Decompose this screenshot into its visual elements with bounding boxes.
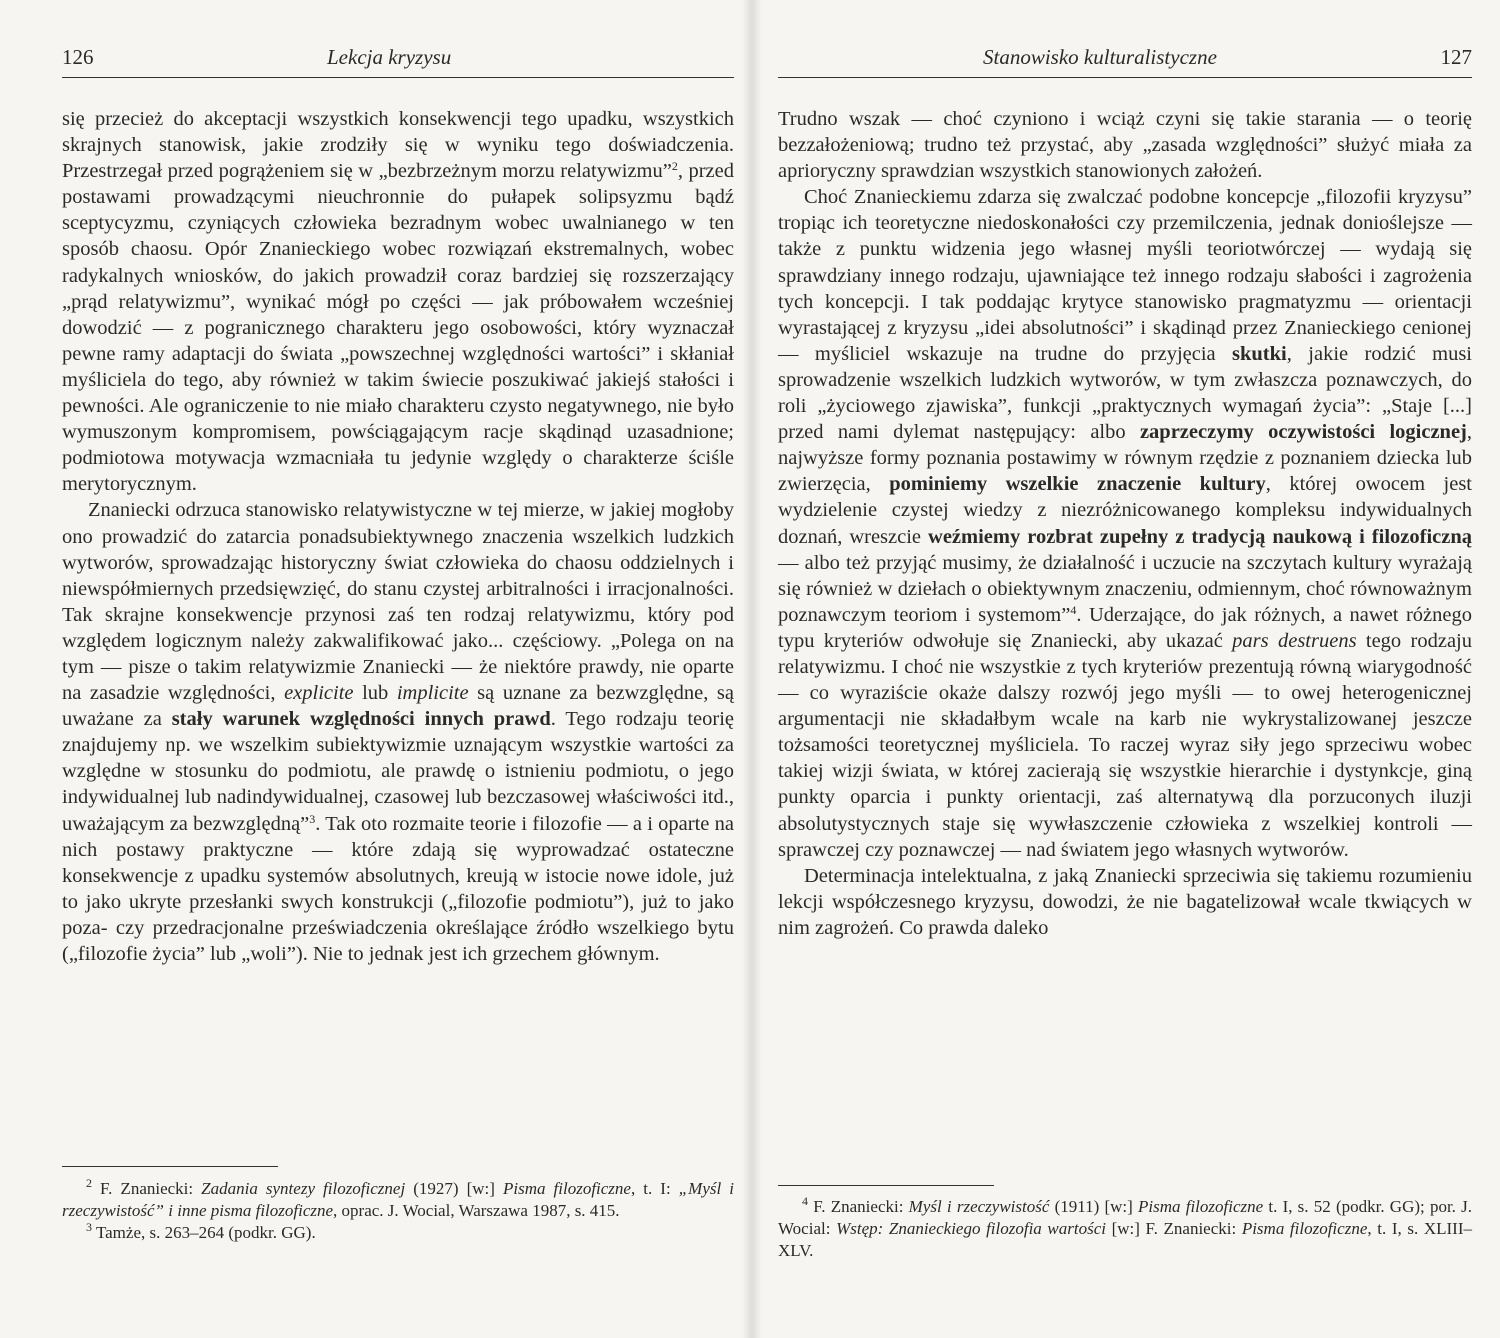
text-run: , t. I: [630, 1179, 679, 1198]
page-header [62, 42, 734, 72]
page-number: 126 [62, 45, 94, 69]
text-run: t. I, s. 52 (podkr. GG); por. J. Wocial: [778, 1197, 1472, 1238]
italic-text: Pisma filozoficzne [1138, 1197, 1264, 1216]
text-run: (1927) [w:] [405, 1179, 503, 1198]
footnotes [62, 1178, 734, 1244]
text-run: Znaniecki odrzuca stanowisko relatywistyczne w tej mierze, w jakiej mogłoby ono prowadzić do zatarcia ponadsubiektywnego znaczenia wszelkich ludzkich wytworów, sprowadzając historyczny świat człowieka do chaosu oddzielnych i niewspółmiernych przedsięwzięć, do stanu czystej arbitralności i irracjonalności. Tak skrajne konsekwencje przynosi zaś ten rodzaj relatywizmu, który pod względem logicznym należy zakwalifikować jako... częściowy. „Polega on na tym — pisze o takim relatywizmie Znaniecki — że niektóre prawdy, nie oparte na zasadzie względności, [62, 499, 734, 705]
text-run: się przecież do akceptacji wszystkich konsekwencji tego upadku, wszystkich skrajnych stanowisk, jakie zrodziły się w wyniku tego doświadczenia. Przestrzegał przed pogrążeniem się w „bezbrzeżnym morzu relatywizmu” [62, 108, 734, 183]
italic-text: Zadania syntezy filozoficznej [201, 1179, 406, 1198]
right-page [752, 0, 1500, 1338]
text-run: [w:] F. Znaniecki: [1106, 1219, 1242, 1238]
text-run: , której owocem jest wydzielenie czystej wiedzy z niezróżnicowanego kompleksu indywidualnych doznań, wreszcie [778, 473, 1473, 548]
footnotes [778, 1196, 1472, 1262]
book-gutter [742, 0, 762, 1338]
bold-text: stały warunek względności innych prawd [171, 708, 551, 731]
italic-text: Wstęp: Znanieckiego filozofia wartości [836, 1219, 1106, 1238]
body-text [62, 106, 734, 967]
footnote-ref: 2 [671, 159, 678, 174]
footnote-ref: 3 [309, 811, 316, 826]
italic-text: implicite [396, 682, 469, 705]
bold-text: zaprzeczymy oczywistości logicznej [1139, 421, 1467, 444]
italic-text: Myśl i rzeczywistość [908, 1197, 1050, 1216]
text-run: . Tego rodzaju teorię znajdujemy np. we wszelkim subiektywizmie uznającym wszystkie wartości za względne w stosunku do podmiotu, ale prawdę o istnieniu podmiotu, o jego indywidualnej lub nadindywidualnej, czasowej lub bezczasowej właściwości itd., uważającym za bezwzględną” [62, 708, 734, 835]
italic-text: Pisma filozoficzne [502, 1179, 631, 1198]
text-run: — albo też przyjąć musimy, że działalność i uczucie na szczytach kultury wyrażają się również w dziełach o obiektywnym znaczeniu, odmiennym, choć równoważnym poznawczym teoriom i systemom” [778, 551, 1472, 626]
bold-text: pominiemy wszelkie znaczenie kultury [889, 473, 1266, 496]
text-run: , jakie rodzić musi sprowadzenie wszelkich ludzkich wytworów, w tym zwłaszcza poznawczych, do roli „życiowego zjawiska”, funkcji „praktycznych wymagań życia”: „Staje [...] przed nami dylemat następujący: albo [778, 342, 1472, 444]
footnote-ref: 4 [802, 1194, 808, 1208]
footnote [62, 1222, 734, 1244]
text-run: F. Znaniecki: [92, 1179, 202, 1198]
running-title: Stanowisko kulturalistyczne [983, 45, 1217, 69]
text-run: . Tak oto rozmaite teorie i filozofie — a i oparte na nich postawy praktyczne — które zdają się wyprowadzać ostateczne konsekwencje z upadku systemów absolutnych, kreują w istocie nowe idole, już to jako ukryte przesłanki swych konstrukcji („filozofie podmiotu”), już to jako poza- czy przedracjonalne przeświadczenia określające źródło wszelkiego bytu („filozofie życia” lub „woli”). Nie to jednak jest ich grzechem głównym. [62, 812, 735, 965]
footnote [62, 1178, 734, 1222]
paragraph [778, 106, 1472, 184]
text-run: Trudno wszak — choć czyniono i wciąż czyni się takie starania — o teorię bezzałożeniową; trudno też przystać, aby „zasada względności” służyć miała za aprioryczny sprawdzian wszystkich stanowionych założeń. [778, 108, 1472, 183]
footnote-rule [778, 1185, 994, 1186]
header-rule [62, 77, 734, 78]
italic-text: Pisma filozoficzne [1241, 1219, 1368, 1238]
paragraph [778, 863, 1472, 941]
footnote [778, 1196, 1472, 1262]
text-run: są uznane za bezwzględne, są uważane za [62, 682, 734, 731]
header-rule [778, 77, 1472, 78]
text-run: , najwyższe formy poznania postawimy w równym rzędzie z poznaniem dziecka lub zwierzęcia, [778, 421, 1472, 496]
text-run: Tamże, s. 263–264 (podkr. GG). [92, 1223, 316, 1242]
paragraph [62, 497, 734, 967]
paragraph [62, 106, 734, 497]
text-run: (1911) [w:] [1049, 1197, 1139, 1216]
bold-text: weźmiemy rozbrat zupełny z tradycją naukową i filozoficzną [928, 525, 1472, 548]
bold-text: skutki [1232, 342, 1287, 365]
text-run: . Uderzające, do jak różnych, a nawet różnego typu kryteriów odwołuje się Znaniecki, aby ukazać [778, 603, 1473, 652]
text-run: Determinacja intelektualna, z jaką Znaniecki sprzeciwia się takiemu rozumieniu lekcji współczesnego kryzysu, dowodzi, że nie bagatelizował wcale tkwiących w nim zagrożeń. Co prawda daleko [778, 864, 1472, 939]
running-title: Lekcja kryzysu [327, 45, 452, 69]
body-text [778, 106, 1472, 941]
text-run: , oprac. J. Wocial, Warszawa 1987, s. 415. [333, 1201, 620, 1220]
page-header [778, 42, 1472, 72]
page-number: 127 [1440, 45, 1472, 69]
text-run: tego rodzaju relatywizmu. I choć nie wszystkie z tych kryteriów prezentują równą wiarygodność — co wyraziście okaże dalszy rozwój jego myśli — to owej heterogenicznej argumentacji nie składałbym wcale na karb nie wykrystalizowanej jeszcze tożsamości teoretycznej myśliciela. To raczej wyraz siły jego sprzeciwu wobec takiej wizji świata, w której zacierają się wszystkie hierarchie i dystynkcje, giną punkty oparcia i punkty orientacji, zaś alternatywą dla porzuconych iluzji absolutystycznych staje się wywłaszczenie człowieka z wszelkiej kontroli — sprawczej czy poznawczej — nad światem jego własnych wytworów. [778, 629, 1472, 861]
text-run: lub [353, 682, 397, 705]
italic-text: explicite [284, 682, 354, 705]
italic-text: pars destruens [1232, 629, 1357, 652]
text-run: , t. I, s. XLIII–XLV. [778, 1219, 1472, 1260]
italic-text: „Myśl i rzeczywistość” i inne pisma filozoficzne [62, 1179, 734, 1220]
footnote-rule [62, 1166, 278, 1167]
footnote-ref: 3 [86, 1220, 92, 1234]
text-run: Choć Znanieckiemu zdarza się zwalczać podobne koncepcje „filozofii kryzysu” tropiąc ich teoretyczne niedoskonałości czy przemilczenia, jednak donioślejsze — także z punktu widzenia jego własnej myśli teoriotwórczej — wydają się sprawdziany innego rodzaju, ujawniające też innego rodzaju słabości i zagrożenia tych koncepcji. I tak poddając krytyce stanowisko pragmatyzmu — orientacji wyrastającej z kryzysu „idei absolutności” i skądinąd przez Znanieckiego cenionej — myśliciel wskazuje na trudne do przyjęcia [778, 186, 1472, 365]
footnote-ref: 2 [86, 1176, 92, 1190]
text-run: , przed postawami prowadzącymi nieuchronnie do pułapek solipsyzmu bądź sceptycyzmu, czyniących człowieka bezradnym wobec uwalnianego w ten sposób chaosu. Opór Znanieckiego wobec rozwiązań ekstremalnych, wobec radykalnych wniosków, do jakich prowadził coraz bardziej się rozszerzający „prąd relatywizmu”, wynikać mógł po części — jak próbowałem wcześniej dowodzić — z pogranicznego charakteru jego osobowości, który wyznaczał pewne ramy adaptacji do świata „powszechnej względności wartości” i skłaniał myśliciela do tego, aby również w takim świecie poszukiwać jakiejś stałości i pewności. Ale ograniczenie to nie miało charakteru czysto negatywnego, nie było wymuszonym kompromisem, powściągającym racje skądinąd uzasadnione; podmiotowa motywacja wzmacniała tu jedynie względy o charakterze ściśle merytorycznym. [62, 160, 734, 496]
footnote-ref: 4 [1070, 602, 1077, 617]
text-run: F. Znaniecki: [808, 1197, 909, 1216]
paragraph [778, 184, 1472, 862]
